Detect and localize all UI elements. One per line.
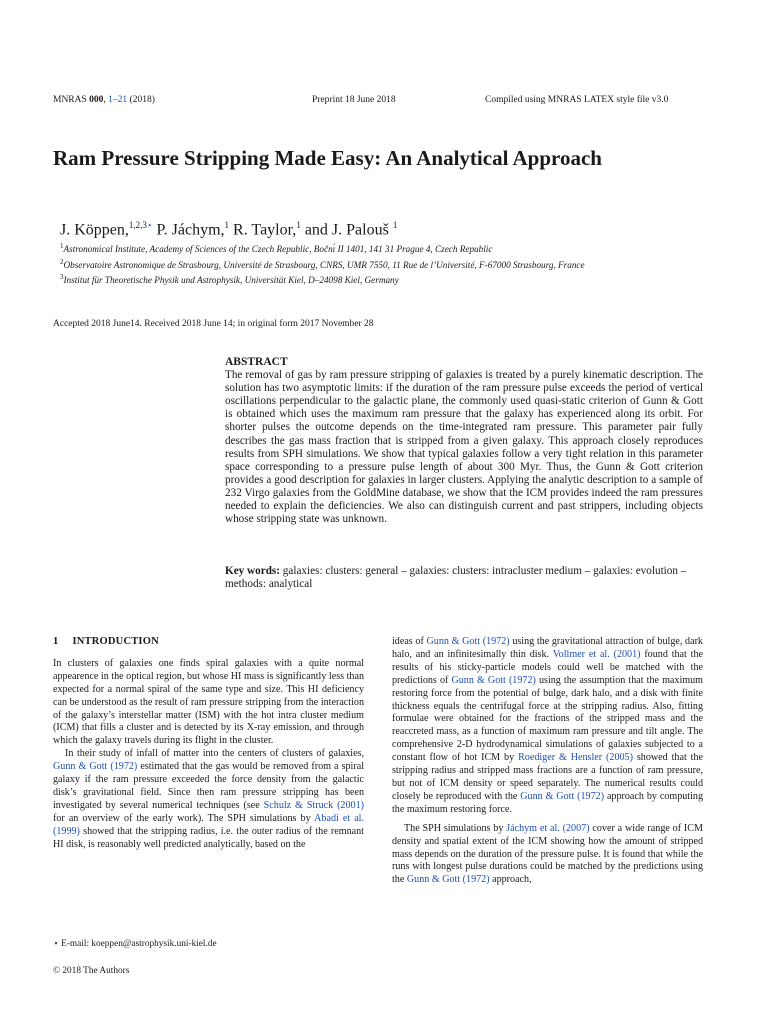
paragraph: In clusters of galaxies one finds spiral galaxies with a quite normal appearence in the optical region, but whose HI mass is significantly less than expected for a normal spiral of the same type and size. This HI deficiency can be understood as the result of ram pressure stripping from the interaction of the galaxy’s interstellar matter (ISM) with the hot intra cluster medium (ICM) that fills a cluster and is detected by its X-ray emission, and through which the galaxy travels during its flight in the cluster. bbox=[53, 657, 364, 747]
affiliation-marker: 1 bbox=[392, 220, 398, 230]
paragraph bbox=[392, 636, 703, 817]
abstract-block bbox=[225, 356, 703, 526]
citation-link[interactable]: Gunn & Gott (1972) bbox=[426, 636, 510, 647]
citation-link[interactable]: Gunn & Gott (1972) bbox=[451, 674, 536, 686]
body-column-left bbox=[53, 636, 364, 852]
text-run: ideas of bbox=[392, 636, 427, 647]
pages-link[interactable]: 1–21 bbox=[108, 95, 128, 105]
affiliation-text: Astronomical Institute, Academy of Sciences of the Czech Republic, Bočnı́ II 1401, 141 31 Prague 4, Czech Republic bbox=[63, 244, 493, 255]
text-run: showed that the stripping radius, i.e. the outer radius of the remnant HI disk, is reasonably well predicted analytically, based on the bbox=[53, 825, 364, 850]
text-run: cover a wide range of ICM density and spatial extent of the ICM showing how the amount of stripped mass depends on the duration of the pressure pulse. It is found that while the runs with longest pulse durations could be matched by the predictions using the bbox=[392, 822, 703, 886]
citation-link[interactable]: Gunn & Gott (1972) bbox=[520, 790, 605, 802]
affiliation-item bbox=[60, 271, 585, 287]
preprint-date: Preprint 18 June 2018 bbox=[312, 95, 396, 105]
compiled-note: Compiled using MNRAS LATEX style file v3.0 bbox=[485, 95, 669, 105]
author-name: and J. Palouš bbox=[300, 221, 393, 239]
journal-name: MNRAS bbox=[53, 95, 90, 105]
paragraph bbox=[392, 823, 703, 888]
affiliation-list bbox=[60, 240, 585, 287]
affiliation-text: Observatoire Astronomique de Strasbourg, Université de Strasbourg, CNRS, UMR 7550, 11 Rue de l’Université, F-67000 Strasbourg, France bbox=[63, 259, 585, 270]
keywords-label: Key words: bbox=[225, 565, 280, 577]
citation-link[interactable]: Schulz & Struck (2001) bbox=[263, 799, 364, 811]
affiliation-item bbox=[60, 256, 585, 272]
affiliation-marker: 1 bbox=[224, 220, 230, 230]
body-column-right bbox=[392, 636, 703, 887]
citation-link[interactable]: Gunn & Gott (1972) bbox=[53, 761, 138, 773]
volume-number: 000 bbox=[89, 95, 104, 105]
paragraph bbox=[53, 748, 364, 851]
abstract-text: The removal of gas by ram pressure stripping of galaxies is treated by a purely kinematic description. The solution has two asymptotic limits: if the duration of the ram pressure pulse exceeds the period of vertical oscillations perpendicular to the galactic plane, the commonly used quasi-static criterion of Gunn & Gott is obtained which uses the maximum ram pressure that the galaxy has experienced along its orbit. For shorter pulses the outcome depends on the time-integrated ram pressure. This parameter pair fully describes the gas mass fraction that is stripped from a given galaxy. This approach closely reproduces results from SPH simulations. We show that typical galaxies follow a very tight relation in this parameter space corresponding to a pressure pulse length of about 300 Myr. Thus, the Gunn & Gott criterion provides a good description for galaxies in larger clusters. Applying the analytic description to a sample of 232 Virgo galaxies from the GoldMine database, we show that the ICM provides indeed the ram pressures needed to explain the deficiencies. We also can distinguish current and past strippers, including objects whose stripping state was unknown. bbox=[225, 369, 703, 526]
text-run: approach, bbox=[489, 874, 532, 886]
section-number: 1 bbox=[53, 636, 59, 647]
text-run: found that the results of his sticky-particle models could well be matched with the predictions of bbox=[392, 648, 703, 686]
affiliation-text: Institut für Theoretische Physik und Astrophysik, Universität Kiel, D–24098 Kiel, Germany bbox=[63, 275, 399, 286]
accepted-received-dates: Accepted 2018 June14. Received 2018 June 14; in original form 2017 November 28 bbox=[53, 319, 374, 329]
author-name: P. Jáchym, bbox=[152, 221, 225, 239]
citation-link[interactable]: Gunn & Gott (1972) bbox=[406, 874, 490, 886]
citation-link[interactable]: Abadi et al. (1999) bbox=[53, 812, 364, 837]
affiliation-item bbox=[60, 240, 585, 256]
affiliation-marker: 1 bbox=[296, 220, 301, 230]
text-run: for an overview of the early work). The SPH simulations by bbox=[53, 812, 315, 824]
copyright-notice: © 2018 The Authors bbox=[53, 966, 130, 976]
author-name: R. Taylor, bbox=[229, 221, 297, 239]
separator: , bbox=[103, 95, 109, 105]
affiliation-number: 2 bbox=[60, 257, 64, 266]
text-run: In their study of infall of matter into the centers of clusters of galaxies, bbox=[65, 748, 364, 760]
affiliation-number: 1 bbox=[60, 242, 64, 250]
email-footnote: ⋆ E-mail: koeppen@astrophysik.uni-kiel.de bbox=[53, 939, 217, 949]
year: (2018) bbox=[127, 95, 155, 105]
affiliation-number: 3 bbox=[60, 273, 64, 282]
text-run: using the gravitational attraction of bulge, dark halo, and an infinitesimally thin disk. bbox=[392, 636, 703, 660]
citation-link[interactable]: Vollmer et al. (2001) bbox=[552, 648, 641, 660]
section-heading bbox=[53, 636, 364, 649]
text-run: approach by computing the maximum restoring force. bbox=[392, 790, 703, 815]
paper-title: Ram Pressure Stripping Made Easy: An Analytical Approach bbox=[53, 146, 602, 170]
keywords-text: galaxies: clusters: general – galaxies: clusters: intracluster medium – galaxies: evolution – methods: analytical bbox=[225, 565, 687, 591]
text-run: using the assumption that the maximum restoring force from the potential of bulge, dark halo, and a disk with finite thickness equals the centrifugal force at the stripping radius. Also, fitting formulae were obtained for the fractions of the stripped mass and the reaccreted mass, as a function of maximum ram pressure and tilt angle. The comprehensive 2-D hydrodynamical simulations of galaxies subjected to a constant flow of hot ICM by bbox=[392, 674, 704, 764]
author-name: J. Köppen, bbox=[60, 221, 129, 239]
affiliation-marker: 1,2,3 bbox=[128, 220, 147, 230]
abstract-heading: ABSTRACT bbox=[225, 356, 288, 368]
citation-link[interactable]: Roediger & Hensler (2005) bbox=[518, 752, 633, 764]
keywords-block bbox=[225, 565, 703, 592]
author-list bbox=[60, 220, 397, 239]
citation-link[interactable]: Jáchym et al. (2007) bbox=[506, 822, 590, 834]
text-run: The SPH simulations by bbox=[404, 822, 507, 834]
footnote-marker-link[interactable]: ⋆ bbox=[146, 220, 153, 230]
text-run: estimated that the gas would be removed from a spiral galaxy if the ram pressure exceeded the force density from the galactic disk’s gravitational field. Since then ram pressure stripping has been investigated by several numerical techniques (see bbox=[53, 761, 364, 811]
section-title: INTRODUCTION bbox=[72, 636, 159, 647]
text-run: showed that the stripping radius and stripped mass fractions are a function of ram pressure, but not of ICM density or speed separately. The numerical results could closely be reproduced with the bbox=[392, 752, 703, 802]
running-header-citation bbox=[53, 95, 155, 105]
